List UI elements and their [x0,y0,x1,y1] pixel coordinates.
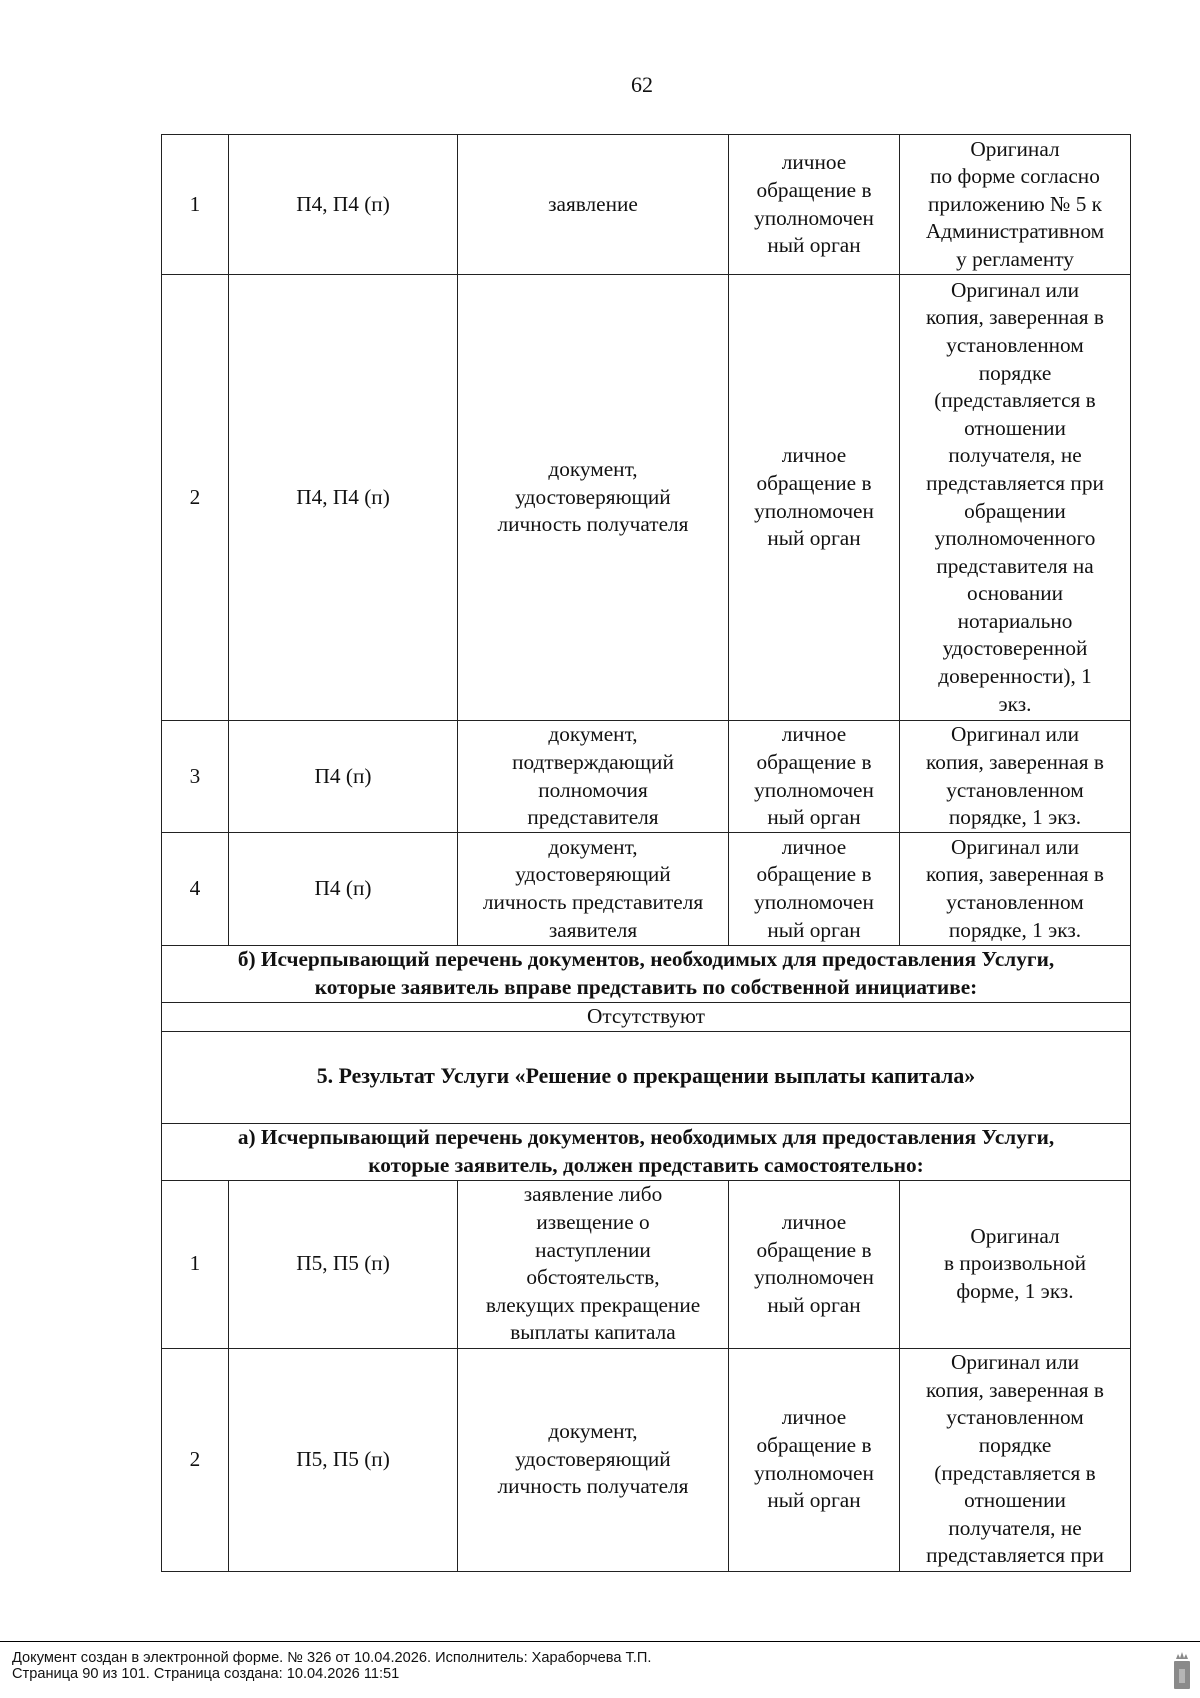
text-line: отношении [964,415,1066,440]
text-line: ный орган [767,917,861,942]
text-line: обстоятельств, [526,1265,660,1290]
text-line: обращении [964,498,1066,523]
text-line: по форме согласно [930,164,1100,189]
text-line: представляется при [926,470,1104,495]
text-line: копия, заверенная в [926,305,1104,330]
table-row [162,1348,1131,1571]
text-line: экз. [998,691,1032,716]
service-code: П4 (п) [229,721,458,833]
result-title: 5. Результат Услуги «Решение о прекращении выплаты капитала» [162,1031,1131,1123]
text-line: порядке [978,360,1052,385]
text-line: Оригинал [970,1223,1060,1248]
text-line: удостоверенной [942,636,1088,661]
service-code: П5, П5 (п) [229,1180,458,1348]
document-name [458,1348,729,1571]
document-form [900,1180,1131,1348]
text-line: порядке, 1 экз. [948,917,1082,942]
text-line: Оригинал или [951,834,1079,859]
text-line: документ, [548,722,638,747]
document-name [458,721,729,833]
text-line: представляется при [926,1543,1104,1568]
text-line: уполномочен [754,498,874,523]
document-name [458,833,729,946]
footer-line-1: Документ создан в электронной форме. № 326 от 10.04.2026. Исполнитель: Хараборчева Т.П. [12,1650,652,1666]
text-line: уполномочен [754,1460,874,1485]
submission-method [729,833,900,946]
row-number: 1 [162,1180,229,1348]
text-line: уполномочен [754,890,874,914]
text-line: личное [781,1405,847,1430]
text-line: обращение в [756,862,872,887]
text-line: ный орган [767,805,861,830]
text-line: личность представителя [482,890,704,914]
text-line: порядке [978,1433,1052,1457]
text-line: уполномоченного [934,526,1096,551]
text-line: заявителя [548,917,638,942]
submission-method [729,1180,900,1348]
text-line: личное [781,722,847,747]
text-line: обращение в [756,1433,872,1457]
document-form [900,721,1131,833]
text-line: представителя [527,805,659,830]
document-form [900,833,1131,946]
text-line: форме, 1 экз. [956,1278,1074,1303]
footer-line-2: Страница 90 из 101. Страница создана: 10.04.2026 11:51 [12,1666,400,1682]
absent-row [162,1003,1131,1032]
text-line: установленном [946,1405,1084,1430]
table-row [162,135,1131,275]
text-line: выплаты капитала [510,1320,676,1345]
text-line: у регламенту [956,246,1074,271]
text-line: удостоверяющий [515,862,671,887]
submission-method [729,721,900,833]
text-line: которые заявитель вправе представить по собственной инициативе: [314,975,978,999]
page-number: 62 [631,72,653,97]
table-row [162,721,1131,833]
text-line: личное [781,150,847,175]
submission-method [729,1348,900,1571]
service-code: П4 (п) [229,833,458,946]
text-line: копия, заверенная в [926,862,1104,887]
text-line: обращение в [756,749,872,774]
text-line: б) Исчерпывающий перечень документов, необходимых для предоставления Услуги, [237,947,1055,972]
table-row [162,275,1131,721]
text-line: установленном [946,890,1084,914]
absent-text: Отсутствуют [162,1003,1131,1032]
document-name [458,135,729,275]
text-line: подтверждающий [512,749,674,774]
text-line: личность получателя [497,512,689,537]
text-line: нотариально [957,608,1073,633]
document-form [900,1348,1131,1571]
section-heading [162,946,1131,1003]
text-line: извещение о [536,1209,650,1234]
text-line: установленном [946,332,1084,357]
table-row [162,1180,1131,1348]
text-line: удостоверяющий [515,484,671,509]
text-line: Административном [925,219,1105,244]
text-line: получателя, не [948,443,1082,468]
text-line: получателя, не [948,1515,1082,1540]
row-number: 1 [162,135,229,275]
text-line: а) Исчерпывающий перечень документов, необходимых для предоставления Услуги, [237,1125,1055,1149]
text-line: обращение в [756,177,872,202]
text-line: отношении [964,1488,1066,1513]
text-line: доверенности), 1 [938,664,1092,689]
documents-table [161,134,1131,1572]
text-line: удостоверяющий [515,1446,671,1471]
text-line: установленном [946,777,1084,802]
text-line: личное [781,1209,847,1234]
text-line: Оригинал или [951,277,1079,302]
text-line: влекущих прекращение [485,1292,701,1317]
text-line: обращение в [756,470,872,495]
row-number: 2 [162,275,229,721]
text-line: представителя на [936,553,1094,578]
section-heading-row [162,946,1131,1003]
section-heading-row [162,1123,1131,1180]
row-number: 2 [162,1348,229,1571]
document-footer [0,1641,1200,1698]
text-line: порядке, 1 экз. [948,805,1082,830]
text-line: заявление [548,191,638,216]
text-line: копия, заверенная в [926,749,1104,774]
text-line: документ, [548,457,638,482]
text-line: документ, [548,834,638,859]
text-line: уполномочен [754,1265,874,1290]
text-line: копия, заверенная в [926,1377,1104,1402]
footer-divider [0,1641,1200,1642]
text-line: ный орган [767,526,861,551]
text-line: ный орган [767,233,861,258]
text-line: (представляется в [934,1460,1096,1485]
text-line: приложению № 5 к [927,191,1103,216]
document-name [458,275,729,721]
text-line: заявление либо [523,1182,663,1207]
text-line: основании [966,581,1064,606]
service-code: П4, П4 (п) [229,135,458,275]
text-line: личное [781,834,847,859]
text-line: обращение в [756,1237,872,1262]
text-line: наступлении [535,1237,651,1262]
row-number: 4 [162,833,229,946]
text-line: Оригинал [970,136,1060,161]
text-line: личность получателя [497,1474,689,1499]
text-line: полномочия [538,777,648,802]
result-title-row [162,1031,1131,1123]
text-line: личное [781,443,847,468]
row-number: 3 [162,721,229,833]
text-line: ный орган [767,1292,861,1317]
service-code: П5, П5 (п) [229,1348,458,1571]
footer-text [12,1650,651,1682]
document-form [900,275,1131,721]
document-name [458,1180,729,1348]
coat-of-arms-icon [1172,1649,1192,1691]
table-row [162,833,1131,946]
text-line: ный орган [767,1488,861,1513]
text-line: уполномочен [754,205,874,230]
text-line: Оригинал или [951,722,1079,747]
section-heading [162,1123,1131,1180]
submission-method [729,135,900,275]
service-code: П4, П4 (п) [229,275,458,721]
text-line: которые заявитель, должен представить самостоятельно: [368,1152,924,1177]
text-line: уполномочен [754,777,874,802]
text-line: документ, [548,1419,638,1444]
text-line: в произвольной [944,1251,1086,1276]
document-form [900,135,1131,275]
submission-method [729,275,900,721]
text-line: Оригинал или [951,1350,1079,1375]
text-line: (представляется в [934,388,1096,413]
